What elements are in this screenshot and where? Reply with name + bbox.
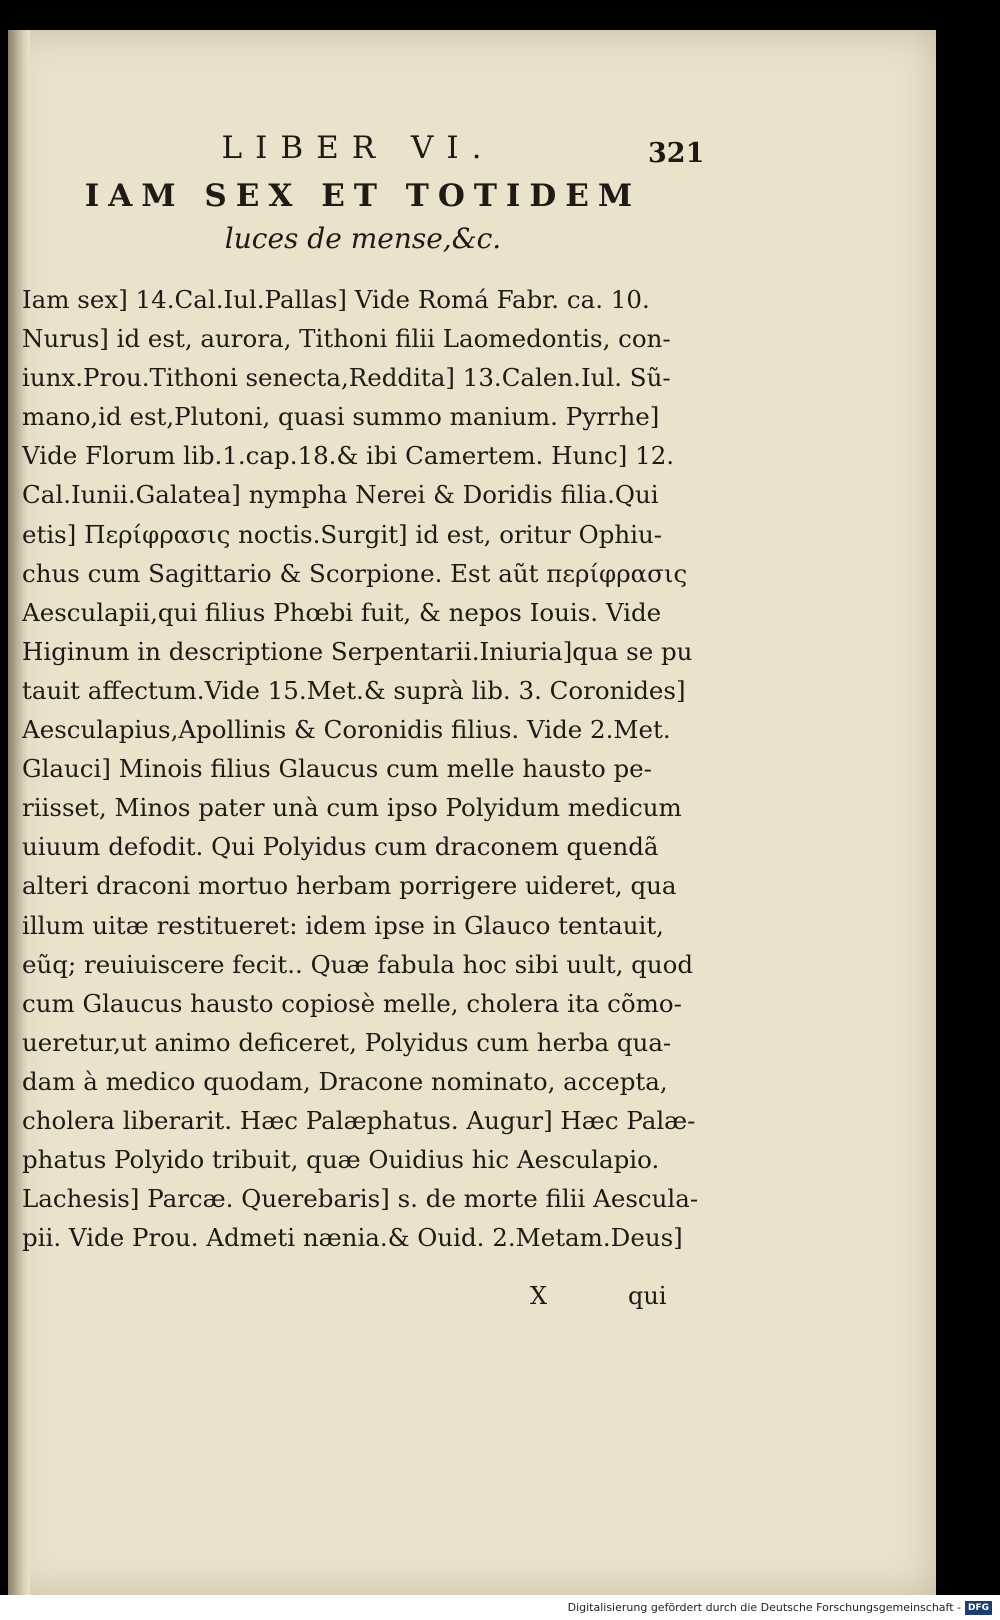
dfg-logo: DFG bbox=[965, 1601, 992, 1615]
text-line: riisset, Minos pater unà cum ipso Polyidum medicum bbox=[22, 793, 682, 823]
text-line: ueretur,ut animo deficeret, Polyidus cum herba qua- bbox=[22, 1027, 672, 1057]
text-line: Higinum in descriptione Serpentarii.Iniuria]qua se pu bbox=[22, 636, 693, 666]
digitization-footer bbox=[0, 1595, 1000, 1620]
text-line: Cal.Iunii.Galatea] nympha Nerei & Doridis filia.Qui bbox=[22, 480, 659, 510]
text-line: illum uitæ restitueret: idem ipse in Glauco tentauit, bbox=[22, 910, 664, 940]
text-line: alteri draconi mortuo herbam porrigere uideret, qua bbox=[22, 871, 677, 901]
text-line: mano,id est,Plutoni, quasi summo manium. Pyrrhe] bbox=[22, 402, 660, 432]
text-line: Glauci] Minois filius Glaucus cum melle hausto pe- bbox=[22, 754, 652, 784]
text-line: iunx.Prou.Tithoni senecta,Reddita] 13.Calen.Iul. Sũ- bbox=[22, 363, 671, 393]
text-line: chus cum Sagittario & Scorpione. Est aũt περίφρασις bbox=[22, 558, 688, 588]
section-title: IAM SEX ET TOTIDEM bbox=[84, 178, 642, 214]
text-line: uiuum defodit. Qui Polyidus cum draconem quendã bbox=[22, 832, 659, 862]
text-line: cholera liberarit. Hæc Palæphatus. Augur] Hæc Palæ- bbox=[22, 1105, 696, 1135]
text-line: Nurus] id est, aurora, Tithoni filii Laomedontis, con- bbox=[22, 324, 671, 354]
signature-mark: X bbox=[530, 1282, 548, 1310]
text-line: eũq; reuiuiscere fecit.. Quæ fabula hoc sibi uult, quod bbox=[22, 949, 694, 979]
catchword: qui bbox=[628, 1282, 667, 1310]
footer-credit: Digitalisierung gefördert durch die Deutsche Forschungsgemeinschaft - bbox=[567, 1601, 961, 1614]
text-line: phatus Polyido tribuit, quæ Ouidius hic Aesculapio. bbox=[22, 1145, 660, 1175]
text-line: tauit affectum.Vide 15.Met.& suprà lib. 3. Coronides] bbox=[22, 675, 686, 705]
text-line: Iam sex] 14.Cal.Iul.Pallas] Vide Romá Fabr. ca. 10. bbox=[22, 285, 650, 314]
text-line: Lachesis] Parcæ. Querebaris] s. de morte filii Aescula- bbox=[22, 1184, 699, 1214]
text-line: Vide Florum lib.1.cap.18.& ibi Camertem. Hunc] 12. bbox=[22, 441, 675, 471]
text-line: Aesculapii,qui filius Phœbi fuit, & nepos Iouis. Vide bbox=[22, 597, 662, 627]
page-number: 321 bbox=[648, 138, 705, 169]
text-line: cum Glaucus hausto copiosè melle, cholera ita cõmo- bbox=[22, 988, 682, 1018]
book-page bbox=[8, 30, 936, 1595]
running-head: LIBER VI. bbox=[221, 130, 495, 166]
commentary-text bbox=[22, 280, 702, 1257]
section-subtitle: luces de mense,&c. bbox=[224, 222, 502, 255]
text-line: dam à medico quodam, Dracone nominato, accepta, bbox=[22, 1066, 668, 1096]
text-line: Aesculapius,Apollinis & Coronidis filius. Vide 2.Met. bbox=[22, 715, 671, 745]
text-line: etis] Περίφρασις noctis.Surgit] id est, oritur Ophiu- bbox=[22, 519, 663, 549]
text-line: pii. Vide Prou. Admeti nænia.& Ouid. 2.Metam.Deus] bbox=[22, 1223, 683, 1253]
